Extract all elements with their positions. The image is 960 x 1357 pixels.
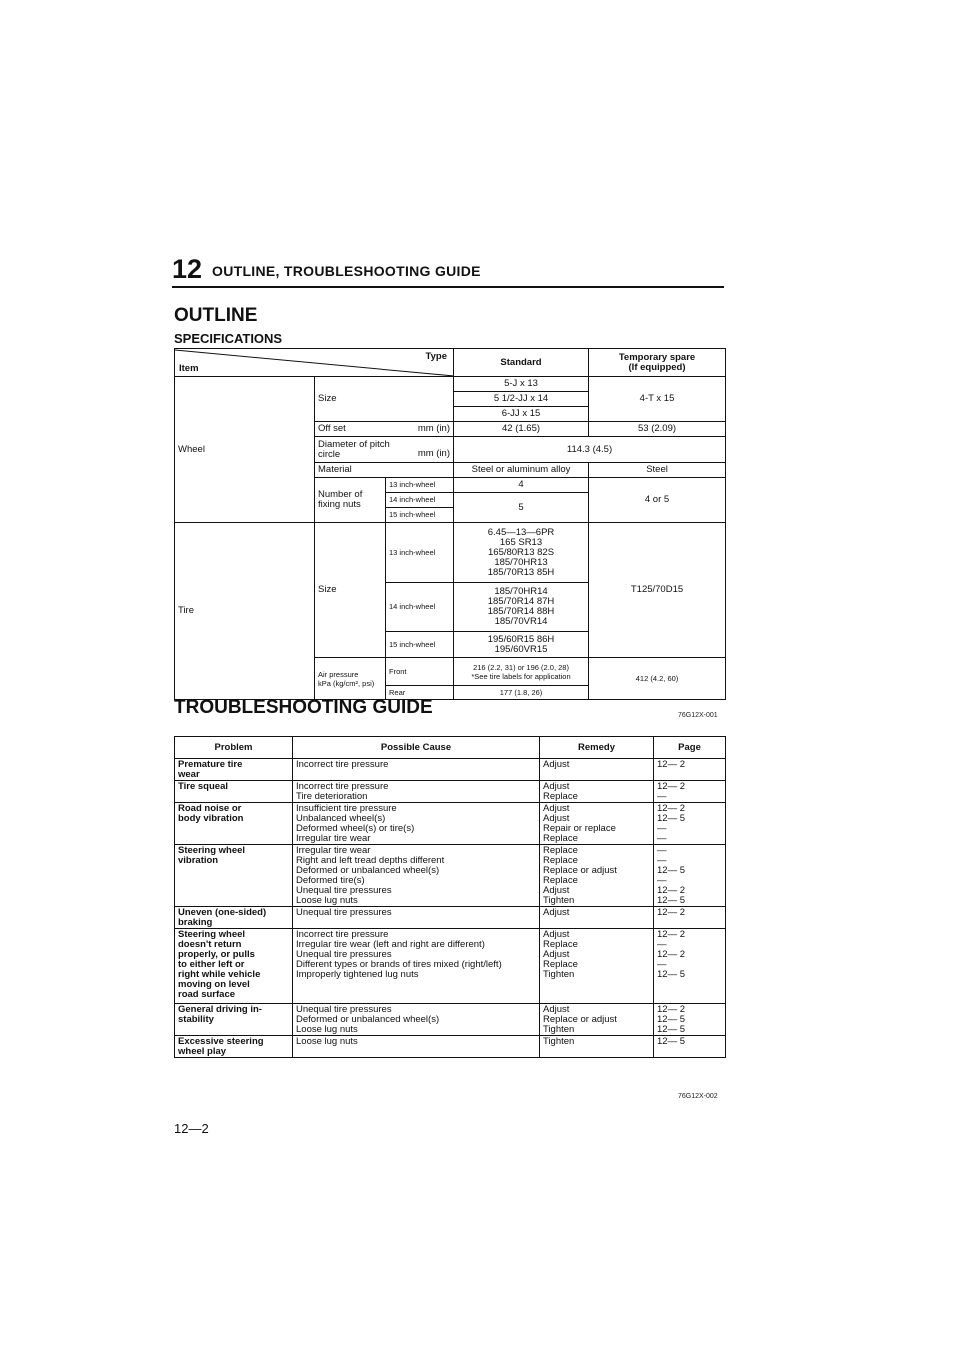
nuts-13-label: 13 inch-wheel	[386, 478, 454, 493]
tire-14-values: 185/70HR14 185/70R14 87H 185/70R14 88H 185/70VR14	[454, 583, 589, 632]
rear-label: Rear	[386, 686, 454, 700]
air-pressure-label: Air pressure kPa (kg/cm², psi)	[315, 658, 386, 700]
spare-pressure: 412 (4.2, 60)	[589, 658, 726, 700]
type-label: Type	[425, 351, 448, 362]
table-row	[175, 759, 726, 781]
troubleshooting-body	[175, 759, 726, 1058]
type-item-header	[175, 349, 454, 377]
chapter-number: 12	[172, 254, 203, 284]
diagonal-divider	[175, 349, 454, 377]
table-row	[175, 1036, 726, 1058]
page-cell: 12— 2	[654, 907, 726, 929]
page-number: 12—2	[174, 1121, 209, 1136]
page-cell: — — 12— 5 — 12— 2 12— 5	[654, 845, 726, 907]
problem-cell: Road noise or body vibration	[175, 803, 293, 845]
page-cell: 12— 2 12— 5 — —	[654, 803, 726, 845]
table-row	[175, 907, 726, 929]
pitch-value: 114.3 (4.5)	[454, 437, 726, 463]
offset-cell	[315, 422, 454, 437]
nuts-spare-value: 4 or 5	[589, 478, 726, 523]
nuts-14-15-value: 5	[454, 493, 589, 523]
wheel-size-13: 5-J x 13	[454, 377, 589, 392]
problem-cell: Premature tire wear	[175, 759, 293, 781]
problem-cell: Steering wheel vibration	[175, 845, 293, 907]
problem-cell: Excessive steering wheel play	[175, 1036, 293, 1058]
fixing-nuts-label: Number of fixing nuts	[315, 478, 386, 523]
figure-code-2: 76G12X-002	[678, 1093, 718, 1100]
table-row	[175, 803, 726, 845]
remedy-cell: Adjust Replace Adjust Replace Tighten	[540, 929, 654, 1004]
cause-cell: Incorrect tire pressure Irregular tire wear (left and right are different) Unequal tire pressures Different types or brands of tires mixed (right/left) Improperly tightened lug nuts	[293, 929, 540, 1004]
wheel-size-15: 6-JJ x 15	[454, 407, 589, 422]
outline-heading: OUTLINE	[174, 305, 258, 326]
standard-header: Standard	[454, 349, 589, 377]
page-header	[172, 254, 724, 288]
front-pressure: 216 (2.2, 31) or 196 (2.0, 28) *See tire labels for application	[454, 658, 589, 686]
chapter-title: OUTLINE, TROUBLESHOOTING GUIDE	[212, 263, 481, 279]
figure-code-1: 76G12X-001	[678, 712, 718, 719]
remedy-header: Remedy	[540, 737, 654, 759]
page-cell: 12— 5	[654, 1036, 726, 1058]
wheel-size-14: 5 1/2-JJ x 14	[454, 392, 589, 407]
wheel-size-label: Size	[315, 377, 454, 422]
tire-spare-size: T125/70D15	[589, 523, 726, 658]
troubleshooting-heading: TROUBLESHOOTING GUIDE	[174, 697, 433, 718]
remedy-cell: Replace Replace Replace or adjust Replace Adjust Tighten	[540, 845, 654, 907]
tire-14-label: 14 inch-wheel	[386, 583, 454, 632]
remedy-cell: Tighten	[540, 1036, 654, 1058]
wheel-label: Wheel	[175, 377, 315, 523]
nuts-14-label: 14 inch-wheel	[386, 493, 454, 508]
specifications-heading: SPECIFICATIONS	[174, 331, 283, 346]
cause-cell: Irregular tire wear Right and left tread depths different Deformed or unbalanced wheel(s) Deformed tire(s) Unequal tire pressures Loose lug nuts	[293, 845, 540, 907]
table-row	[175, 1004, 726, 1036]
pitch-label: Diameter of pitch circle	[318, 438, 390, 460]
problem-cell: Steering wheel doesn't return properly, or pulls to either left or right while vehicle moving on level road surface	[175, 929, 293, 1004]
problem-header: Problem	[175, 737, 293, 759]
cause-cell: Incorrect tire pressure	[293, 759, 540, 781]
page-cell: 12— 2 —	[654, 781, 726, 803]
pitch-unit: mm (in)	[417, 448, 451, 459]
cause-cell: Incorrect tire pressure Tire deterioration	[293, 781, 540, 803]
cause-cell: Unequal tire pressures	[293, 907, 540, 929]
page-cell: 12— 2 — 12— 2 — 12— 5	[654, 929, 726, 1004]
rear-pressure: 177 (1.8, 26)	[454, 686, 589, 700]
remedy-cell: Adjust Replace	[540, 781, 654, 803]
remedy-cell: Adjust	[540, 759, 654, 781]
tire-13-values: 6.45—13—6PR 165 SR13 165/80R13 82S 185/70HR13 185/70R13 85H	[454, 523, 589, 583]
tire-13-label: 13 inch-wheel	[386, 523, 454, 583]
offset-spare: 53 (2.09)	[589, 422, 726, 437]
cause-cell: Insufficient tire pressure Unbalanced wheel(s) Deformed wheel(s) or tire(s) Irregular tire wear	[293, 803, 540, 845]
material-spare: Steel	[589, 463, 726, 478]
offset-unit: mm (in)	[417, 423, 451, 434]
problem-cell: Tire squeal	[175, 781, 293, 803]
spare-wheel-size: 4-T x 15	[589, 377, 726, 422]
temporary-spare-header: Temporary spare (If equipped)	[589, 349, 726, 377]
table-row	[175, 845, 726, 907]
nuts-15-label: 15 inch-wheel	[386, 508, 454, 523]
cause-cell: Unequal tire pressures Deformed or unbalanced wheel(s) Loose lug nuts	[293, 1004, 540, 1036]
table-row	[175, 929, 726, 1004]
cause-cell: Loose lug nuts	[293, 1036, 540, 1058]
tire-label: Tire	[175, 523, 315, 700]
troubleshooting-table	[174, 736, 726, 1058]
offset-label: Off set	[318, 423, 346, 434]
tire-15-label: 15 inch-wheel	[386, 632, 454, 658]
table-row	[175, 781, 726, 803]
pitch-cell	[315, 437, 454, 463]
cause-header: Possible Cause	[293, 737, 540, 759]
remedy-cell: Adjust Replace or adjust Tighten	[540, 1004, 654, 1036]
remedy-cell: Adjust	[540, 907, 654, 929]
page-cell: 12— 2	[654, 759, 726, 781]
specifications-table	[174, 348, 726, 700]
problem-cell: Uneven (one-sided) braking	[175, 907, 293, 929]
remedy-cell: Adjust Adjust Repair or replace Replace	[540, 803, 654, 845]
material-standard: Steel or aluminum alloy	[454, 463, 589, 478]
material-label: Material	[315, 463, 454, 478]
item-label: Item	[179, 363, 199, 374]
problem-cell: General driving in- stability	[175, 1004, 293, 1036]
tire-size-label: Size	[315, 523, 386, 658]
page-header-cell: Page	[654, 737, 726, 759]
tire-15-values: 195/60R15 86H 195/60VR15	[454, 632, 589, 658]
nuts-13-value: 4	[454, 478, 589, 493]
page-cell: 12— 2 12— 5 12— 5	[654, 1004, 726, 1036]
offset-standard: 42 (1.65)	[454, 422, 589, 437]
front-label: Front	[386, 658, 454, 686]
